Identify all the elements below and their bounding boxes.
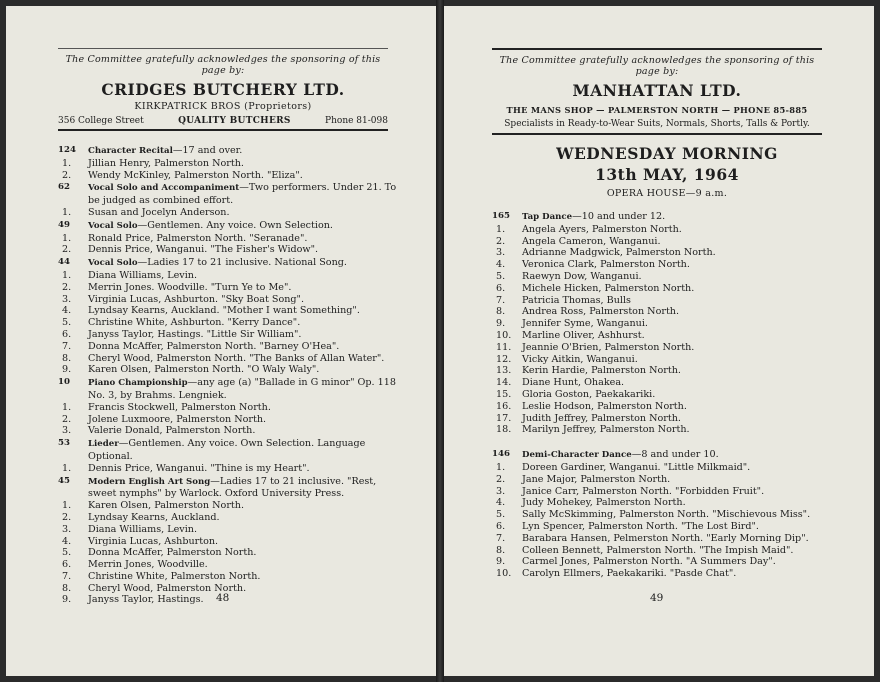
entrant-row: [58, 536, 398, 548]
entrant-row: [58, 329, 398, 341]
entrant-name: Barabara Hansen, Pelmerston North. "Early Morning Dip".: [522, 532, 809, 544]
session-venue: OPERA HOUSE—9 a.m.: [606, 188, 728, 199]
entrant-name: Janyss Taylor, Hastings.: [88, 594, 204, 606]
sponsor-tagline: QUALITY BUTCHERS: [178, 116, 291, 126]
entrant-row: [58, 305, 398, 317]
event-heading: [58, 182, 398, 207]
entrant-number: 5.: [62, 547, 72, 559]
entrant-name: Virginia Lucas, Ashburton.: [88, 535, 219, 547]
sponsor-address: 356 College Street: [58, 116, 144, 126]
entrant-number: 8.: [496, 306, 506, 318]
entrant-row: [58, 364, 398, 376]
event-number: 62: [58, 182, 70, 193]
event-heading: [492, 211, 832, 224]
entrant-row: [492, 521, 832, 533]
entrant-row: [492, 247, 832, 259]
entrant-row: [492, 497, 832, 509]
entrant-name: Angela Cameron, Wanganui.: [522, 235, 661, 247]
entrant-row: [492, 401, 832, 413]
event-description: [88, 182, 398, 207]
event-conditions: —Gentlemen. Any voice. Own Selection. Language Optional.: [88, 438, 366, 462]
entrant-row: [492, 486, 832, 498]
entrant-row: [58, 233, 398, 245]
entrant-name: Susan and Jocelyn Anderson.: [88, 206, 230, 218]
entrant-name: Angela Ayers, Palmerston North.: [522, 223, 682, 235]
event-conditions: —17 and over.: [172, 145, 243, 156]
session-heading: [492, 144, 842, 199]
entrant-number: 2.: [496, 235, 506, 247]
entrant-name: Wendy McKinley, Palmerston North. "Eliza".: [88, 169, 303, 181]
entrant-number: 5.: [496, 509, 506, 521]
entrant-name: Carolyn Ellmers, Paekakariki. "Pasde Chat".: [522, 568, 737, 580]
entrant-number: 1.: [62, 500, 72, 512]
event-number: 45: [58, 475, 70, 486]
entrant-name: Jennifer Syme, Wanganui.: [522, 318, 648, 330]
entrant-number: 4.: [496, 497, 506, 509]
entrant-row: [492, 377, 832, 389]
event-conditions: —Ladies 17 to 21 inclusive. National Song.: [137, 257, 347, 269]
entrant-name: Janice Carr, Palmerston North. "Forbidden Fruit".: [522, 485, 765, 497]
event-heading: [58, 145, 398, 158]
entrant-name: Christine White, Palmerston North.: [88, 570, 261, 582]
entrant-number: 2.: [62, 244, 72, 256]
sponsor-bottom-rule: [58, 129, 388, 131]
entrant-number: 9.: [496, 318, 506, 330]
entrant-row: [58, 463, 398, 475]
sponsor-box-cridges: [58, 48, 388, 131]
entrant-row: [492, 259, 832, 271]
entrant-name: Lyn Spencer, Palmerston North. "The Lost Bird".: [522, 520, 759, 532]
entrant-name: Ronald Price, Palmerston North. "Seranade".: [88, 232, 308, 244]
event-title: Tap Dance: [522, 212, 573, 222]
entrant-row: [492, 389, 832, 401]
event-title: Modern English Art Song: [88, 476, 211, 487]
book-gutter: [436, 0, 444, 682]
entrant-row: [492, 365, 832, 377]
entrant-row: [58, 170, 398, 182]
sponsor-name: CRIDGES BUTCHERY LTD.: [101, 80, 345, 99]
event-heading: [58, 476, 398, 501]
entrant-name: Marline Oliver, Ashhurst.: [522, 329, 645, 341]
event-conditions: —Ladies 17 to 21 inclusive. "Rest, sweet nymphs" by Warlock. Oxford University Press.: [88, 475, 377, 500]
entrant-name: Vicky Aitkin, Wanganui.: [522, 353, 638, 365]
entrant-name: Merrin Jones, Woodville.: [88, 559, 208, 571]
entrant-row: [58, 158, 398, 170]
entrant-number: 7.: [496, 294, 506, 306]
entrant-row: [58, 402, 398, 414]
event-description: [522, 449, 832, 462]
entrant-row: [58, 282, 398, 294]
sponsor-box-manhattan: [492, 48, 822, 135]
entrant-name: Janyss Taylor, Hastings. "Little Sir William".: [88, 328, 302, 340]
event-title: Vocal Solo: [88, 258, 138, 269]
sponsor-name: MANHATTAN LTD.: [572, 81, 742, 100]
entrant-name: Lyndsay Kearns, Auckland. "Mother I want Something".: [88, 305, 360, 317]
entrant-row: [492, 474, 832, 486]
entrant-name: Carmel Jones, Palmerston North. "A Summers Day".: [522, 556, 776, 568]
entrant-name: Donna McAffer, Palmerston North. "Barney O'Hea".: [88, 340, 340, 352]
event-description: [88, 438, 398, 463]
event-spacer: [492, 436, 832, 448]
entrant-row: [58, 524, 398, 536]
event-number: 49: [58, 219, 70, 230]
event-title: Character Recital: [88, 146, 173, 156]
entrant-row: [58, 317, 398, 329]
entrant-name: Jane Major, Palmerston North.: [522, 473, 671, 485]
session-date: 13th MAY, 1964: [595, 165, 739, 184]
entrant-number: 7.: [62, 570, 72, 582]
entrant-name: Valerie Donald, Palmerston North.: [88, 425, 256, 437]
entrant-number: 13.: [496, 365, 512, 377]
entrant-number: 2.: [62, 169, 72, 181]
entrant-number: 12.: [496, 353, 512, 365]
entrant-row: [58, 559, 398, 571]
entrant-row: [492, 295, 832, 307]
entrant-number: 5.: [496, 270, 506, 282]
sponsor-acknowledgement: The Committee gratefully acknowledges the sponsoring of this page by:: [65, 54, 381, 76]
entrant-name: Cheryl Wood, Palmerston North.: [88, 582, 247, 594]
entrant-number: 4.: [62, 305, 72, 317]
entrant-number: 1.: [62, 206, 72, 218]
entrant-number: 15.: [496, 388, 512, 400]
left-event-list: [58, 144, 398, 606]
entrant-row: [492, 533, 832, 545]
entrant-number: 9.: [62, 594, 72, 606]
entrant-number: 1.: [496, 461, 506, 473]
entrant-name: Diane Hunt, Ohakea.: [522, 377, 625, 389]
entrant-name: Virginia Lucas, Ashburton. "Sky Boat Song".: [88, 293, 304, 305]
entrant-name: Judy Mohekey, Palmerston North.: [522, 497, 686, 509]
event-description: [88, 377, 398, 402]
entrant-name: Jeannie O'Brien, Palmerston North.: [522, 341, 695, 353]
event-heading: [492, 449, 832, 462]
entrant-name: Marilyn Jeffrey, Palmerston North.: [522, 424, 690, 436]
entrant-row: [58, 500, 398, 512]
page-number: 48: [216, 592, 230, 604]
entrant-name: Jillian Henry, Palmerston North.: [88, 157, 244, 169]
entrant-number: 9.: [62, 364, 72, 376]
entrant-name: Colleen Bennett, Palmerston North. "The Impish Maid".: [522, 544, 794, 556]
entrant-number: 3.: [62, 523, 72, 535]
event-title: Demi-Character Dance: [522, 450, 632, 461]
entrant-name: Patricia Thomas, Bulls: [522, 294, 631, 306]
entrant-name: Francis Stockwell, Palmerston North.: [88, 401, 271, 413]
sponsor-specialists: Specialists in Ready-to-Wear Suits, Normals, Shorts, Talls & Portly.: [504, 119, 810, 129]
entrant-number: 14.: [496, 377, 512, 389]
event-number: 165: [492, 211, 510, 221]
entrant-number: 1.: [62, 157, 72, 169]
entrant-number: 8.: [62, 582, 72, 594]
entrant-number: 1.: [62, 462, 72, 474]
event-heading: [58, 257, 398, 270]
event-title: Vocal Solo and Accompaniment: [88, 183, 240, 194]
entrant-name: Karen Olsen, Palmerston North. "O Waly Waly".: [88, 364, 320, 376]
right-event-list: [492, 210, 832, 580]
entrant-row: [58, 270, 398, 282]
entrant-number: 18.: [496, 424, 512, 436]
entrant-row: [492, 509, 832, 521]
event-description: [88, 476, 398, 501]
sponsor-bottom-rule: [492, 133, 822, 135]
entrant-number: 2.: [496, 473, 506, 485]
entrant-row: [58, 425, 398, 437]
entrant-name: Lyndsay Kearns, Auckland.: [88, 511, 220, 523]
entrant-row: [492, 545, 832, 557]
entrant-row: [58, 414, 398, 426]
entrant-number: 5.: [62, 317, 72, 329]
event-number: 53: [58, 438, 70, 449]
entrant-number: 6.: [62, 328, 72, 340]
event-conditions: —10 and under 12.: [572, 211, 666, 222]
entrant-row: [492, 424, 832, 436]
entrant-row: [58, 294, 398, 306]
event-heading: [58, 220, 398, 233]
entrant-number: 6.: [496, 282, 506, 294]
entrant-name: Raewyn Dow, Wanganui.: [522, 270, 642, 282]
entrant-number: 1.: [496, 223, 506, 235]
event-conditions: —8 and under 10.: [631, 449, 719, 461]
entrant-name: Cheryl Wood, Palmerston North. "The Banks of Allan Water".: [88, 352, 385, 364]
entrant-row: [492, 283, 832, 295]
entrant-number: 11.: [496, 341, 512, 353]
entrant-row: [58, 244, 398, 256]
sponsor-top-rule: [58, 48, 388, 49]
entrant-row: [58, 547, 398, 559]
event-title: Piano Championship: [88, 378, 188, 389]
entrant-number: 16.: [496, 400, 512, 412]
sponsor-acknowledgement: The Committee gratefully acknowledges the sponsoring of this page by:: [499, 55, 815, 77]
entrant-number: 6.: [496, 520, 506, 532]
entrant-name: Gloria Goston, Paekakariki.: [522, 388, 656, 400]
event-heading: [58, 377, 398, 402]
entrant-number: 3.: [496, 247, 506, 259]
entrant-number: 3.: [62, 425, 72, 437]
entrant-number: 6.: [62, 559, 72, 571]
entrant-row: [492, 354, 832, 366]
sponsor-phone: Phone 81-098: [325, 116, 388, 126]
entrant-number: 4.: [496, 259, 506, 271]
entrant-name: Kerin Hardie, Palmerston North.: [522, 365, 681, 377]
entrant-number: 2.: [62, 281, 72, 293]
sponsor-proprietors: KIRKPATRICK BROS (Proprietors): [134, 101, 312, 112]
event-conditions: —any age (a) "Ballade in G minor" Op. 118 No. 3, by Brahms. Lengniek.: [88, 377, 396, 401]
entrant-row: [58, 571, 398, 583]
entrant-name: Veronica Clark, Palmerston North.: [522, 259, 690, 271]
entrant-row: [492, 306, 832, 318]
entrant-row: [492, 318, 832, 330]
entrant-name: Dennis Price, Wanganui. "The Fisher's Widow".: [88, 244, 319, 256]
event-title: Lieder: [88, 439, 119, 450]
page-number: 49: [650, 592, 664, 604]
entrant-row: [492, 271, 832, 283]
entrant-name: Karen Olsen, Palmerston North.: [88, 500, 244, 512]
entrant-row: [492, 236, 832, 248]
session-day: WEDNESDAY MORNING: [556, 144, 778, 163]
sponsor-top-rule: [492, 48, 822, 50]
entrant-number: 1.: [62, 232, 72, 244]
entrant-name: Doreen Gardiner, Wanganui. "Little Milkmaid".: [522, 461, 751, 473]
event-description: [88, 220, 398, 233]
entrant-row: [492, 556, 832, 568]
event-conditions: —Gentlemen. Any voice. Own Selection.: [137, 219, 333, 231]
entrant-name: Merrin Jones. Woodville. "Turn Ye to Me".: [88, 281, 292, 293]
entrant-number: 4.: [62, 535, 72, 547]
entrant-number: 7.: [496, 532, 506, 544]
entrant-row: [58, 353, 398, 365]
entrant-number: 8.: [496, 544, 506, 556]
entrant-row: [492, 224, 832, 236]
event-description: [522, 211, 832, 224]
event-number: 44: [58, 257, 70, 268]
entrant-name: Sally McSkimming, Palmerston North. "Mischievous Miss".: [522, 509, 811, 521]
event-number: 10: [58, 377, 70, 388]
entrant-number: 2.: [62, 413, 72, 425]
event-description: [88, 145, 398, 158]
event-heading: [58, 438, 398, 463]
entrant-number: 2.: [62, 511, 72, 523]
entrant-row: [58, 341, 398, 353]
entrant-row: [58, 207, 398, 219]
page-49: [444, 6, 874, 676]
entrant-name: Christine White, Ashburton. "Kerry Dance".: [88, 317, 301, 329]
event-number: 146: [492, 449, 510, 460]
entrant-number: 17.: [496, 412, 512, 424]
page-48: [6, 6, 436, 676]
entrant-row: [492, 330, 832, 342]
entrant-name: Andrea Ross, Palmerston North.: [522, 306, 680, 318]
event-number: 124: [58, 145, 76, 155]
entrant-name: Jolene Luxmoore, Palmerston North.: [88, 413, 267, 425]
entrant-row: [58, 512, 398, 524]
sponsor-details-row: [58, 116, 388, 126]
entrant-name: Adrianne Madgwick, Palmerston North.: [522, 247, 716, 259]
entrant-name: Diana Williams, Levin.: [88, 523, 197, 535]
entrant-name: Judith Jeffrey, Palmerston North.: [522, 412, 681, 424]
event-description: [88, 257, 398, 270]
entrant-name: Donna McAffer, Palmerston North.: [88, 547, 257, 559]
entrant-name: Diana Williams, Levin.: [88, 269, 197, 281]
entrant-number: 3.: [496, 485, 506, 497]
entrant-row: [492, 342, 832, 354]
sponsor-shop-line: THE MANS SHOP — PALMERSTON NORTH — PHONE 85-885: [506, 105, 808, 115]
entrant-number: 3.: [62, 293, 72, 305]
entrant-number: 7.: [62, 340, 72, 352]
entrant-name: Dennis Price, Wanganui. "Thine is my Heart".: [88, 462, 310, 474]
entrant-number: 10.: [496, 568, 512, 580]
entrant-number: 10.: [496, 329, 512, 341]
entrant-row: [492, 462, 832, 474]
entrant-number: 8.: [62, 352, 72, 364]
entrant-number: 1.: [62, 401, 72, 413]
entrant-number: 1.: [62, 269, 72, 281]
entrant-name: Leslie Hodson, Palmerston North.: [522, 400, 687, 412]
entrant-number: 9.: [496, 556, 506, 568]
entrant-name: Michele Hicken, Palmerston North.: [522, 282, 695, 294]
entrant-row: [492, 413, 832, 425]
event-title: Vocal Solo: [88, 220, 138, 231]
event-conditions: —Two performers. Under 21. To be judged as combined effort.: [88, 182, 397, 207]
entrant-row: [492, 568, 832, 580]
